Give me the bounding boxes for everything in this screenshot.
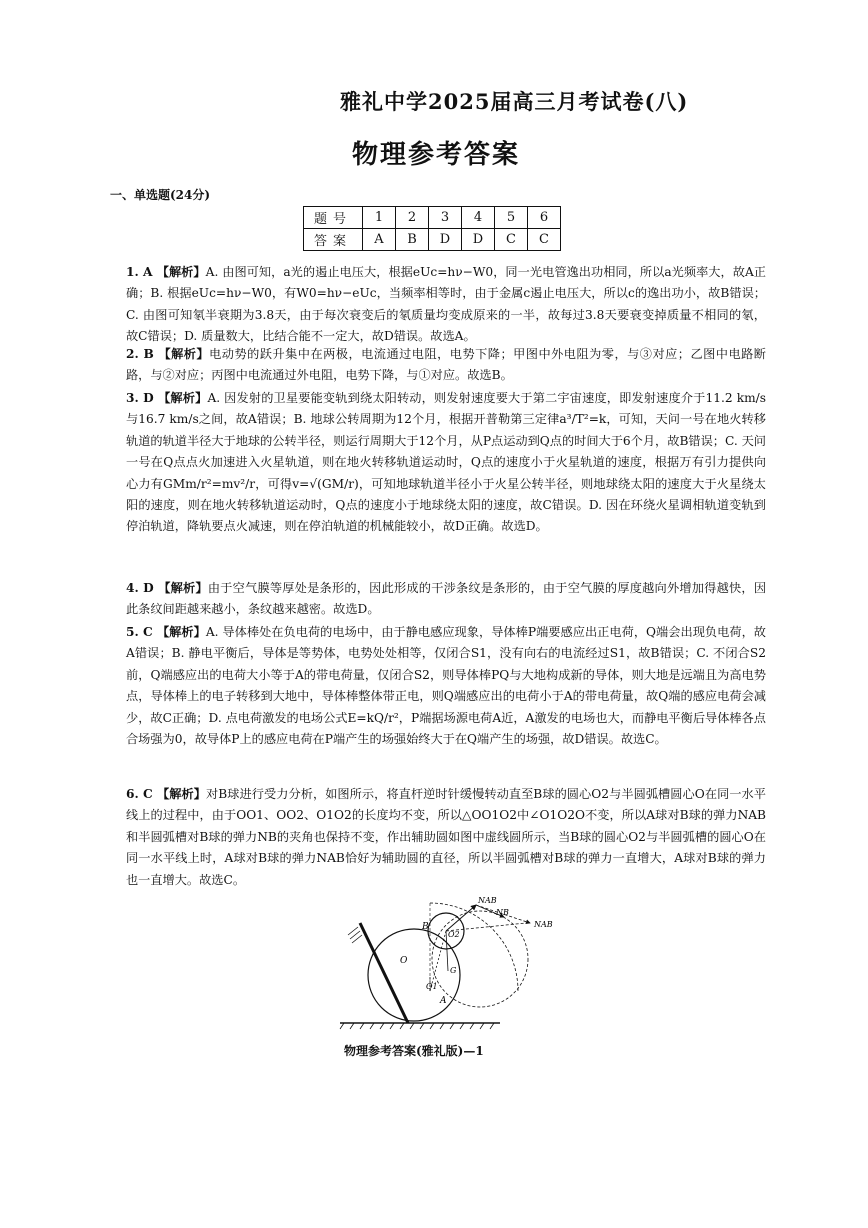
hinge-hatch	[348, 927, 362, 943]
question-body: 电动势的跃升集中在两极，电流通过电阻，电势下降；甲图中外电阻为零，与③对应；乙图中电路断路，与②对应；丙图中电流通过外电阻，电势下降，与①对应。故选B。	[126, 347, 766, 383]
answer-table-answer-row	[304, 229, 561, 251]
question-head: 2. B 【解析】	[126, 347, 210, 361]
question-head: 6. C 【解析】	[126, 787, 206, 801]
question-head: 1. A 【解析】	[126, 265, 206, 279]
table-number-cell: 6	[528, 207, 561, 229]
section-title: 一、单选题(24分)	[110, 188, 211, 202]
table-answer-cell: C	[528, 229, 561, 251]
page-footer: 物理参考答案(雅礼版)—1	[344, 1044, 484, 1058]
question-body: A. 因发射的卫星要能变轨到绕太阳转动，则发射速度要大于第二宇宙速度，即发射速度介于11.2 km/s与16.7 km/s之间，故A错误；B. 地球公转周期为12个月，根据开普勒第三定律a³/T²=k，可知，天问一号在地火转移轨道的轨道半径大于地球的公转半径，则运行周期大于12个月，从P点运动到Q点的时间大于6个月，故B错误；C. 天问一号在Q点点火加速进入火星轨道，则在地火转移轨道运动时，Q点的速度小于火星轨道的速度，根据万有引力提供向心力有GMm/r²=mv²/r，可得v=√(GM/r)，可知地球轨道半径小于火星公转半径，则地球绕太阳的速度大于火星绕太阳的速度，则在地火转移轨道运动时，Q点的速度小于地球绕太阳的速度，故C错误。D. 因在环绕火星调相轨道变轨到停泊轨道，降轨要点火减速，则在停泊轨道的机械能较小，故D正确。故选D。	[126, 391, 766, 534]
table-label-answer: 答案	[304, 229, 363, 251]
question-1-explanation	[126, 262, 766, 348]
label-b: B	[422, 922, 429, 932]
question-body: A. 导体棒处在负电荷的电场中，由于静电感应现象，导体棒P端要感应出正电荷，Q端会出现负电荷，故A错误；B. 静电平衡后，导体是等势体，电势处处相等，仅闭合S1，没有向右的电流经过S1，故B错误；C. 不闭合S2前，Q端感应出的电荷大小等于A的带电荷量，仅闭合S2，则导体棒PQ与大地构成新的导体，则大地是远端且为高电势点，导体棒上的电子转移到大地中，导体棒整体带正电，则Q端感应出的电荷小于A的带电荷量，故Q端的感应电荷会减少，故C正确；D. 点电荷激发的电场公式E=kQ/r²，P端据场源电荷A近，A激发的电场也大，而静电平衡后导体棒各点合场强为0，故导体P上的感应电荷在P端产生的场强始终大于在Q端产生的场强，故D错误。故选C。	[126, 625, 766, 747]
question-head: 5. C 【解析】	[126, 625, 206, 639]
table-answer-cell: D	[462, 229, 495, 251]
answer-table-number-row	[304, 207, 561, 229]
exam-title: 雅礼中学2025届高三月考试卷(八)	[340, 89, 689, 114]
table-number-cell: 1	[363, 207, 396, 229]
question-head: 4. D 【解析】	[126, 581, 208, 595]
table-number-cell: 2	[396, 207, 429, 229]
question-3-explanation	[126, 388, 766, 538]
subject-title: 物理参考答案	[352, 140, 521, 170]
auxiliary-circle	[432, 911, 528, 1007]
table-answer-cell: A	[363, 229, 396, 251]
rod	[360, 923, 408, 1023]
question-2-explanation	[126, 344, 766, 387]
question-6-explanation	[126, 784, 766, 891]
label-nab-right: NAB	[534, 920, 553, 929]
table-label-number: 题号	[304, 207, 363, 229]
question-body: 对B球进行受力分析，如图所示，将直杆逆时针缓慢转动直至B球的圆心O2与半圆弧槽圆心O在同一水平线上的过程中，由于OO1、OO2、O1O2的长度均不变，所以△OO1O2中∠O1O2O不变，所以A球对B球的弹力NAB和半圆弧槽对B球的弹力NB的夹角也保持不变，作出辅助圆如图中虚线圆所示，当B球的圆心O2与半圆弧槽的圆心O在同一水平线上时，A球对B球的弹力NAB恰好为辅助圆的直径，所以半圆弧槽对B球的弹力一直增大，A球对B球的弹力也一直增大。故选C。	[126, 787, 766, 887]
label-nab-top: NAB	[478, 896, 497, 905]
table-answer-cell: B	[396, 229, 429, 251]
answer-table	[303, 206, 561, 251]
label-nb: NB	[496, 908, 509, 917]
question-head: 3. D 【解析】	[126, 391, 208, 405]
force-analysis-diagram	[330, 893, 560, 1033]
table-number-cell: 5	[495, 207, 528, 229]
ground-hatch	[340, 1023, 494, 1029]
question-body: 由于空气膜等厚处是条形的，因此形成的干涉条纹是条形的，由于空气膜的厚度越向外增加得越快，因此条纹间距越来越小，条纹越来越密。故选D。	[126, 581, 767, 617]
table-number-cell: 3	[429, 207, 462, 229]
label-o1: O1	[426, 982, 438, 991]
question-5-explanation	[126, 622, 766, 750]
table-answer-cell: D	[429, 229, 462, 251]
question-body: A. 由图可知，a光的遏止电压大，根据eUc=hν−W0，同一光电管逸出功相同，所以a光频率大，故A正确；B. 根据eUc=hν−W0，有W0=hν−eUc，当频率相等时，由于金属c遏止电压大，所以c的逸出功小，故B错误；C. 由图可知氡半衰期为3.8天，由于每次衰变后的氡质量均变成原来的一半，故每过3.8天要衰变掉质量不相同的氡，故C错误；D. 质量数大，比结合能不一定大，故D错误。故选A。	[126, 265, 766, 344]
label-o2: O2	[448, 930, 460, 939]
label-o: O	[400, 956, 408, 966]
table-answer-cell: C	[495, 229, 528, 251]
label-g: G	[450, 966, 457, 975]
question-4-explanation	[126, 578, 766, 621]
table-number-cell: 4	[462, 207, 495, 229]
label-a: A	[440, 996, 447, 1006]
